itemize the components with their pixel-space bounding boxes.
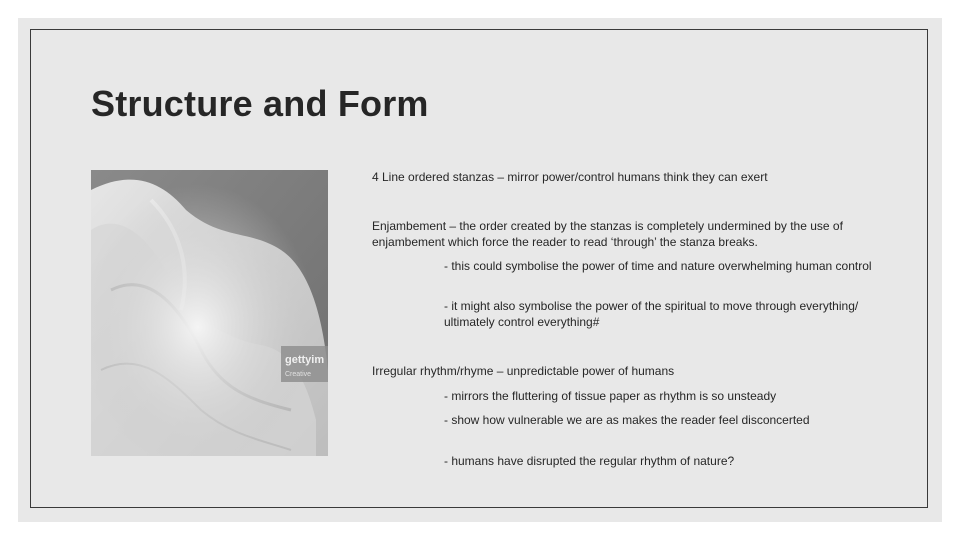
slide-title: Structure and Form <box>91 83 429 124</box>
sub-point-disrupted: - humans have disrupted the regular rhythm of nature? <box>444 454 735 468</box>
watermark-subtext: Creative <box>285 371 312 378</box>
sub-point-time-nature: - this could symbolise the power of time and nature overwhelming human control <box>444 259 872 273</box>
tissue-paper-image <box>91 170 328 456</box>
sub-point-fluttering: - mirrors the fluttering of tissue paper as rhythm is so unsteady <box>444 389 777 403</box>
point-rhythm: Irregular rhythm/rhyme – unpredictable power of humans <box>372 364 675 378</box>
point-enjambement: Enjambement – the order created by the stanzas is completely undermined by the use of enjambement which force the reader to read ‘through’ the stanza breaks. <box>372 219 843 249</box>
watermark-text: gettyim <box>285 354 325 366</box>
sub-point-vulnerable: - show how vulnerable we are as makes the reader feel disconcerted <box>444 413 810 427</box>
point-stanzas: 4 Line ordered stanzas – mirror power/control humans think they can exert <box>372 170 768 184</box>
tissue-paper-graphic <box>91 170 328 456</box>
sub-point-spiritual: - it might also symbolise the power of the spiritual to move through everything/ ultimately control everything# <box>444 299 859 329</box>
slide <box>18 18 942 522</box>
